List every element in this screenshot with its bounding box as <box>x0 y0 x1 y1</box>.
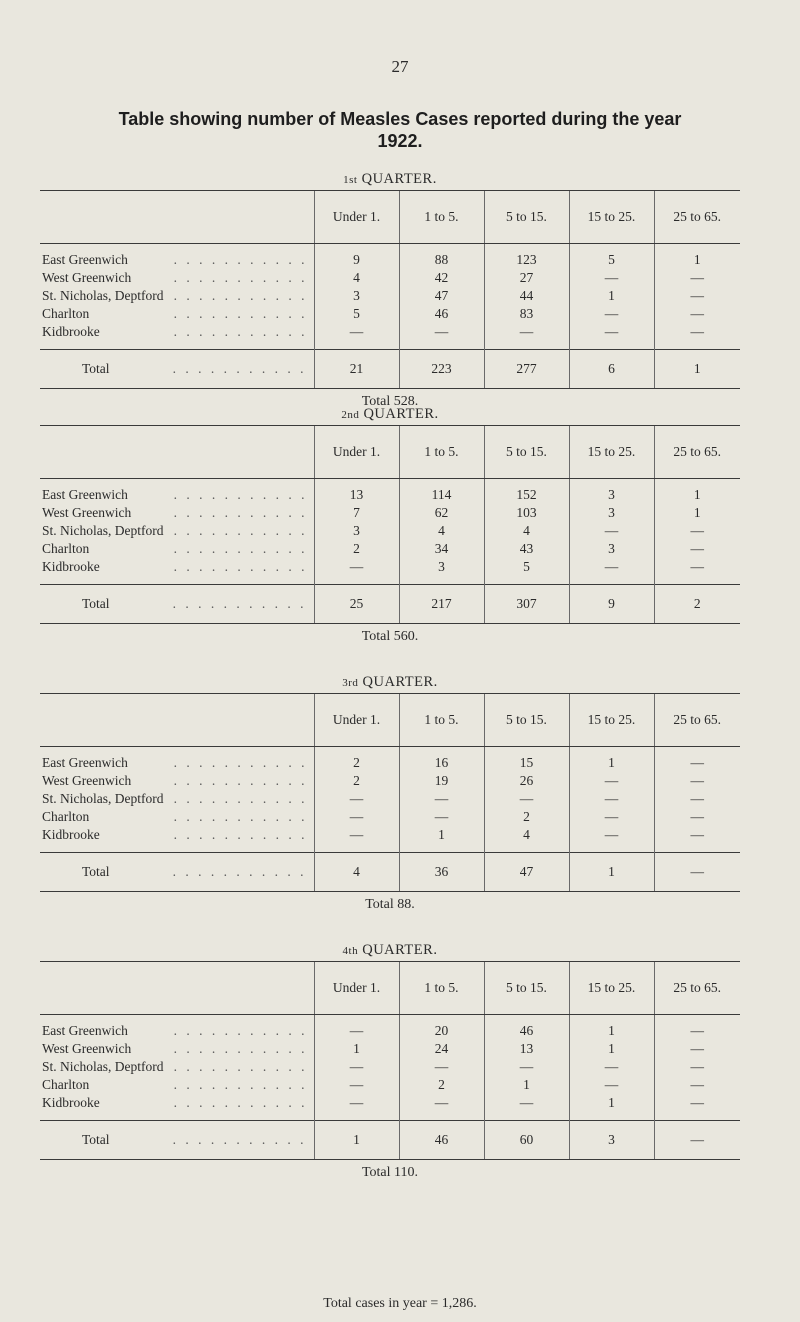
value-cell: — <box>314 323 399 350</box>
column-header: Under 1. <box>314 694 399 747</box>
leader-dots: . . . . . . . . . . . <box>173 791 308 806</box>
value-cell: — <box>399 323 484 350</box>
total-label: Total <box>82 1132 110 1147</box>
value-cell: 1 <box>569 1015 654 1041</box>
value-cell: 1 <box>569 287 654 305</box>
district-cell <box>40 772 314 790</box>
value-cell: 2 <box>484 808 569 826</box>
district-name: St. Nicholas, Deptford <box>42 523 164 538</box>
total-label: Total <box>82 596 110 611</box>
value-cell: 2 <box>314 747 399 773</box>
district-cell <box>40 504 314 522</box>
table-row <box>40 1058 740 1076</box>
leader-dots: . . . . . . . . . . . <box>173 487 308 502</box>
leader-dots: . . . . . . . . . . . <box>173 1059 308 1074</box>
total-label-cell <box>40 853 314 892</box>
table-row <box>40 323 740 350</box>
leader-dots: . . . . . . . . . . . <box>173 1095 308 1110</box>
value-cell: — <box>569 323 654 350</box>
quarter-ordinal: 4th <box>342 945 359 957</box>
value-cell: — <box>314 1015 399 1041</box>
quarter-heading <box>40 939 740 961</box>
value-cell: 3 <box>314 287 399 305</box>
total-cell: 1 <box>654 350 740 389</box>
value-cell: 1 <box>654 244 740 270</box>
quarter-ordinal: 2nd <box>341 409 360 421</box>
column-header: 1 to 5. <box>399 694 484 747</box>
value-cell: — <box>654 522 740 540</box>
quarter-section <box>40 403 740 648</box>
value-cell: 1 <box>654 479 740 505</box>
total-cell: — <box>654 853 740 892</box>
value-cell: — <box>569 790 654 808</box>
value-cell: — <box>654 772 740 790</box>
total-cell: 36 <box>399 853 484 892</box>
value-cell: — <box>569 808 654 826</box>
total-row <box>40 1121 740 1160</box>
total-cell: 47 <box>484 853 569 892</box>
district-name: St. Nicholas, Deptford <box>42 791 164 806</box>
table-row <box>40 808 740 826</box>
district-cell <box>40 540 314 558</box>
district-name: East Greenwich <box>42 252 128 267</box>
district-name: Kidbrooke <box>42 324 100 339</box>
value-cell: 13 <box>314 479 399 505</box>
table-row <box>40 305 740 323</box>
district-cell <box>40 522 314 540</box>
value-cell: — <box>654 540 740 558</box>
value-cell: 27 <box>484 269 569 287</box>
value-cell: 3 <box>399 558 484 585</box>
value-cell: 46 <box>484 1015 569 1041</box>
district-name: St. Nicholas, Deptford <box>42 288 164 303</box>
header-row <box>40 426 740 479</box>
district-name: Charlton <box>42 809 90 824</box>
value-cell: — <box>399 1094 484 1121</box>
leader-dots: . . . . . . . . . . . <box>172 361 307 376</box>
leader-dots: . . . . . . . . . . . <box>173 505 308 520</box>
value-cell: 19 <box>399 772 484 790</box>
value-cell: — <box>654 747 740 773</box>
header-blank <box>40 426 314 479</box>
value-cell: — <box>314 808 399 826</box>
value-cell: 4 <box>484 522 569 540</box>
value-cell: — <box>654 790 740 808</box>
header-blank <box>40 694 314 747</box>
value-cell: 15 <box>484 747 569 773</box>
district-cell <box>40 1058 314 1076</box>
quarter-label: QUARTER. <box>362 674 438 690</box>
value-cell: — <box>569 269 654 287</box>
district-name: Charlton <box>42 541 90 556</box>
value-cell: 2 <box>314 540 399 558</box>
table-row <box>40 540 740 558</box>
value-cell: 123 <box>484 244 569 270</box>
measles-table <box>40 693 740 892</box>
table-row <box>40 1094 740 1121</box>
district-cell <box>40 305 314 323</box>
value-cell: — <box>654 1076 740 1094</box>
value-cell: — <box>399 808 484 826</box>
district-cell <box>40 1094 314 1121</box>
district-name: St. Nicholas, Deptford <box>42 1059 164 1074</box>
value-cell: 1 <box>569 1094 654 1121</box>
leader-dots: . . . . . . . . . . . <box>173 523 308 538</box>
value-cell: 42 <box>399 269 484 287</box>
table-row <box>40 522 740 540</box>
value-cell: — <box>654 1094 740 1121</box>
district-cell <box>40 826 314 853</box>
district-name: Kidbrooke <box>42 827 100 842</box>
table-row <box>40 826 740 853</box>
column-header: 1 to 5. <box>399 962 484 1015</box>
column-header: Under 1. <box>314 426 399 479</box>
measles-table <box>40 961 740 1160</box>
value-cell: 7 <box>314 504 399 522</box>
district-name: Charlton <box>42 1077 90 1092</box>
grand-total: Total cases in year = 1,286. <box>323 1296 477 1311</box>
value-cell: 24 <box>399 1040 484 1058</box>
measles-table <box>40 190 740 389</box>
district-cell <box>40 479 314 505</box>
value-cell: 5 <box>569 244 654 270</box>
value-cell: 152 <box>484 479 569 505</box>
column-header: 25 to 65. <box>654 694 740 747</box>
value-cell: 26 <box>484 772 569 790</box>
table-row <box>40 558 740 585</box>
quarter-label: QUARTER. <box>362 942 438 958</box>
quarter-ordinal: 1st <box>343 174 358 186</box>
value-cell: — <box>484 323 569 350</box>
total-cell: 307 <box>484 585 569 624</box>
table-row <box>40 287 740 305</box>
value-cell: 47 <box>399 287 484 305</box>
quarter-section <box>40 671 740 916</box>
value-cell: 1 <box>569 747 654 773</box>
total-cell: 223 <box>399 350 484 389</box>
page-title <box>55 108 745 152</box>
leader-dots: . . . . . . . . . . . <box>173 270 308 285</box>
total-cell: 277 <box>484 350 569 389</box>
leader-dots: . . . . . . . . . . . <box>173 324 308 339</box>
table-row <box>40 244 740 270</box>
district-name: West Greenwich <box>42 270 132 285</box>
value-cell: — <box>654 558 740 585</box>
value-cell: 2 <box>314 772 399 790</box>
value-cell: 3 <box>569 504 654 522</box>
value-cell: 1 <box>569 1040 654 1058</box>
value-cell: 20 <box>399 1015 484 1041</box>
total-label: Total <box>82 864 110 879</box>
district-name: East Greenwich <box>42 1023 128 1038</box>
column-header: 15 to 25. <box>569 694 654 747</box>
value-cell: — <box>314 1076 399 1094</box>
leader-dots: . . . . . . . . . . . <box>173 252 308 267</box>
value-cell: — <box>569 522 654 540</box>
total-cell: 2 <box>654 585 740 624</box>
column-header: 25 to 65. <box>654 191 740 244</box>
value-cell: — <box>654 269 740 287</box>
column-header: Under 1. <box>314 191 399 244</box>
column-header: 5 to 15. <box>484 426 569 479</box>
value-cell: 43 <box>484 540 569 558</box>
district-cell <box>40 244 314 270</box>
value-cell: 1 <box>484 1076 569 1094</box>
total-cell: 6 <box>569 350 654 389</box>
district-name: West Greenwich <box>42 505 132 520</box>
value-cell: — <box>484 790 569 808</box>
value-cell: 5 <box>314 305 399 323</box>
header-row <box>40 191 740 244</box>
value-cell: 13 <box>484 1040 569 1058</box>
column-header: 15 to 25. <box>569 962 654 1015</box>
value-cell: — <box>399 1058 484 1076</box>
total-cell: 46 <box>399 1121 484 1160</box>
table-row <box>40 1076 740 1094</box>
leader-dots: . . . . . . . . . . . <box>173 755 308 770</box>
total-cell: 1 <box>314 1121 399 1160</box>
value-cell: — <box>314 558 399 585</box>
table-row <box>40 790 740 808</box>
column-header: 1 to 5. <box>399 191 484 244</box>
value-cell: — <box>654 305 740 323</box>
total-label-cell <box>40 1121 314 1160</box>
page-number: 27 <box>391 57 409 76</box>
value-cell: 1 <box>399 826 484 853</box>
quarter-heading <box>40 168 740 190</box>
value-cell: — <box>314 790 399 808</box>
measles-table <box>40 425 740 624</box>
value-cell: 3 <box>314 522 399 540</box>
column-header: Under 1. <box>314 962 399 1015</box>
district-name: East Greenwich <box>42 487 128 502</box>
column-header: 5 to 15. <box>484 191 569 244</box>
leader-dots: . . . . . . . . . . . <box>173 809 308 824</box>
leader-dots: . . . . . . . . . . . <box>172 864 307 879</box>
value-cell: 3 <box>569 479 654 505</box>
district-cell <box>40 808 314 826</box>
column-header: 5 to 15. <box>484 694 569 747</box>
total-cell: 4 <box>314 853 399 892</box>
value-cell: 44 <box>484 287 569 305</box>
value-cell: — <box>399 790 484 808</box>
value-cell: 4 <box>484 826 569 853</box>
district-name: West Greenwich <box>42 1041 132 1056</box>
total-cell: 217 <box>399 585 484 624</box>
district-name: Kidbrooke <box>42 1095 100 1110</box>
leader-dots: . . . . . . . . . . . <box>173 1041 308 1056</box>
table-row <box>40 772 740 790</box>
value-cell: 114 <box>399 479 484 505</box>
district-name: Kidbrooke <box>42 559 100 574</box>
value-cell: — <box>314 1094 399 1121</box>
value-cell: — <box>484 1058 569 1076</box>
value-cell: 4 <box>314 269 399 287</box>
table-row <box>40 1040 740 1058</box>
leader-dots: . . . . . . . . . . . <box>173 541 308 556</box>
total-cell: 3 <box>569 1121 654 1160</box>
value-cell: 9 <box>314 244 399 270</box>
total-label-cell <box>40 350 314 389</box>
header-row <box>40 694 740 747</box>
district-name: Charlton <box>42 306 90 321</box>
quarter-total: Total 110. <box>361 1165 419 1180</box>
value-cell: 5 <box>484 558 569 585</box>
total-cell: 25 <box>314 585 399 624</box>
district-cell <box>40 1040 314 1058</box>
quarter-section <box>40 168 740 413</box>
value-cell: — <box>569 826 654 853</box>
total-label-cell <box>40 585 314 624</box>
value-cell: 3 <box>569 540 654 558</box>
value-cell: 1 <box>654 504 740 522</box>
header-row <box>40 962 740 1015</box>
value-cell: 46 <box>399 305 484 323</box>
district-name: West Greenwich <box>42 773 132 788</box>
value-cell: — <box>654 1058 740 1076</box>
quarter-total: Total 88. <box>365 897 415 912</box>
column-header: 25 to 65. <box>654 426 740 479</box>
total-row <box>40 853 740 892</box>
district-cell <box>40 558 314 585</box>
value-cell: — <box>654 287 740 305</box>
leader-dots: . . . . . . . . . . . <box>173 773 308 788</box>
value-cell: — <box>569 772 654 790</box>
leader-dots: . . . . . . . . . . . <box>173 827 308 842</box>
quarter-heading <box>40 403 740 425</box>
value-cell: 83 <box>484 305 569 323</box>
column-header: 15 to 25. <box>569 191 654 244</box>
table-row <box>40 269 740 287</box>
leader-dots: . . . . . . . . . . . <box>173 559 308 574</box>
district-name: East Greenwich <box>42 755 128 770</box>
table-row <box>40 504 740 522</box>
quarter-total: Total 528. <box>361 394 419 409</box>
value-cell: — <box>654 323 740 350</box>
leader-dots: . . . . . . . . . . . <box>173 288 308 303</box>
column-header: 25 to 65. <box>654 962 740 1015</box>
value-cell: 88 <box>399 244 484 270</box>
title-line-2: 1922. <box>377 131 423 151</box>
leader-dots: . . . . . . . . . . . <box>173 1023 308 1038</box>
header-blank <box>40 962 314 1015</box>
column-header: 15 to 25. <box>569 426 654 479</box>
district-cell <box>40 323 314 350</box>
column-header: 1 to 5. <box>399 426 484 479</box>
leader-dots: . . . . . . . . . . . <box>173 1077 308 1092</box>
district-cell <box>40 269 314 287</box>
table-row <box>40 479 740 505</box>
value-cell: — <box>569 558 654 585</box>
value-cell: — <box>654 808 740 826</box>
district-cell <box>40 747 314 773</box>
value-cell: 2 <box>399 1076 484 1094</box>
title-line-1: Table showing number of Measles Cases reported during the year <box>118 109 682 129</box>
total-cell: 9 <box>569 585 654 624</box>
total-cell: 1 <box>569 853 654 892</box>
column-header: 5 to 15. <box>484 962 569 1015</box>
total-cell: 21 <box>314 350 399 389</box>
total-row <box>40 585 740 624</box>
total-label: Total <box>82 361 110 376</box>
table-row <box>40 1015 740 1041</box>
table-row <box>40 747 740 773</box>
total-row <box>40 350 740 389</box>
district-cell <box>40 287 314 305</box>
value-cell: — <box>569 305 654 323</box>
value-cell: 103 <box>484 504 569 522</box>
leader-dots: . . . . . . . . . . . <box>173 306 308 321</box>
value-cell: — <box>569 1076 654 1094</box>
total-cell: — <box>654 1121 740 1160</box>
district-cell <box>40 790 314 808</box>
leader-dots: . . . . . . . . . . . <box>172 1132 307 1147</box>
quarter-ordinal: 3rd <box>342 677 359 689</box>
district-cell <box>40 1076 314 1094</box>
value-cell: — <box>314 826 399 853</box>
value-cell: 16 <box>399 747 484 773</box>
quarter-heading <box>40 671 740 693</box>
header-blank <box>40 191 314 244</box>
total-cell: 60 <box>484 1121 569 1160</box>
value-cell: 4 <box>399 522 484 540</box>
value-cell: — <box>654 1040 740 1058</box>
value-cell: — <box>314 1058 399 1076</box>
quarter-label: QUARTER. <box>361 171 437 187</box>
value-cell: — <box>654 826 740 853</box>
quarter-section <box>40 939 740 1184</box>
value-cell: 1 <box>314 1040 399 1058</box>
value-cell: — <box>654 1015 740 1041</box>
value-cell: — <box>569 1058 654 1076</box>
value-cell: 34 <box>399 540 484 558</box>
quarter-label: QUARTER. <box>363 406 439 422</box>
value-cell: 62 <box>399 504 484 522</box>
value-cell: — <box>484 1094 569 1121</box>
quarter-total: Total 560. <box>361 629 419 644</box>
district-cell <box>40 1015 314 1041</box>
leader-dots: . . . . . . . . . . . <box>172 596 307 611</box>
